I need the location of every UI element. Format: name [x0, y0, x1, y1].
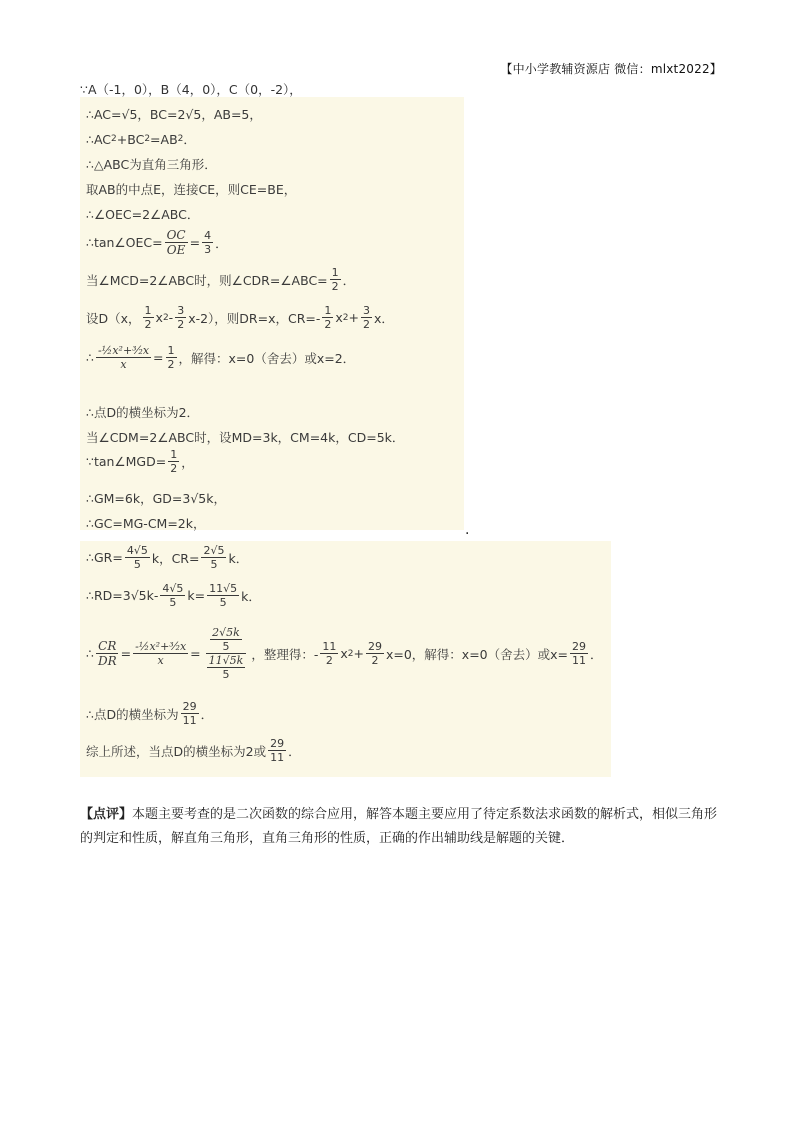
solution-line: ∴GR= $\frac{4√5}{5}$ k，CR= $\frac{2√5}{5}$ k． — [86, 544, 249, 571]
separator-dot: . — [465, 522, 470, 538]
solution-line: ∴AC=√5，BC=2√5，AB=5， — [86, 107, 262, 122]
intro-line: ∵A（-1，0），B（4，0），C（0，-2）， — [80, 82, 302, 97]
solution-box-1 — [80, 97, 464, 530]
solution-box-2 — [80, 541, 611, 777]
solution-line: ∴tan∠OEC= $\frac{OC}{OE}$ = $\frac{4}{3}$ ． — [86, 228, 228, 257]
solution-line: ∵tan∠MGD= $\frac{1}{2}$ ， — [86, 448, 194, 475]
solution-line: ∴ $\frac{\text{-½x²+³⁄₂x}}{x}$ = $\frac{1}{2}$ ，解得：x=0（舍去）或x=2． — [86, 344, 356, 371]
solution-line: ∴GM=6k，GD=3√5k， — [86, 491, 226, 506]
solution-line: ∴∠OEC=2∠ABC． — [86, 207, 200, 222]
comment-tag: 【点评】 — [80, 807, 133, 822]
solution-line: ∴AC 2 +BC 2 =AB 2 ． — [86, 131, 196, 147]
solution-line: 当∠CDM=2∠ABC时，设MD=3k，CM=4k，CD=5k． — [86, 430, 405, 445]
solution-line: ∴点D的横坐标为 $\frac{29}{11}$ ． — [86, 700, 214, 727]
comment-text: 本题主要考查的是二次函数的综合应用，解答本题主要应用了待定系数法求函数的解析式，相似三角形的判定和性质，解直角三角形，直角三角形的性质，正确的作出辅助线是解题的关键． — [80, 807, 718, 846]
solution-line: 当∠MCD=2∠ABC时，则∠CDR=∠ABC= $\frac{1}{2}$ ． — [86, 266, 356, 293]
solution-line: ∴ $\frac{CR}{DR}$ = $\frac{\text{-½x²+³⁄₂x}}{x}$ = $\frac{\frac{2√5k}{5}}{\frac{11√5k}{5}}$ ，整理得：- $\frac{11}{2}$ x 2 + $\frac{29}{2}$ x=0，解得：x=0（舍去）或x= $\frac{29}{11}$ ． — [86, 626, 603, 681]
page-header: 【中小学教辅资源店 微信：mlxt2022】 — [500, 62, 722, 76]
solution-line: 取AB的中点E，连接CE，则CE=BE， — [86, 182, 297, 197]
solution-line: ∴点D的横坐标为2． — [86, 405, 200, 420]
solution-line: 设D（x， $\frac{1}{2}$ x 2 - $\frac{3}{2}$ x-2），则DR=x，CR=- $\frac{1}{2}$ x 2 + $\frac{3}{2}$ x． — [86, 304, 394, 331]
solution-line: ∴△ABC为直角三角形． — [86, 157, 217, 172]
comment-paragraph — [80, 803, 730, 851]
solution-line: ∴RD=3√5k- $\frac{4√5}{5}$ k= $\frac{11√5}{5}$ k． — [86, 582, 261, 609]
solution-line: 综上所述，当点D的横坐标为2或 $\frac{29}{11}$ ． — [86, 737, 301, 764]
solution-line: ∴GC=MG-CM=2k， — [86, 516, 206, 531]
